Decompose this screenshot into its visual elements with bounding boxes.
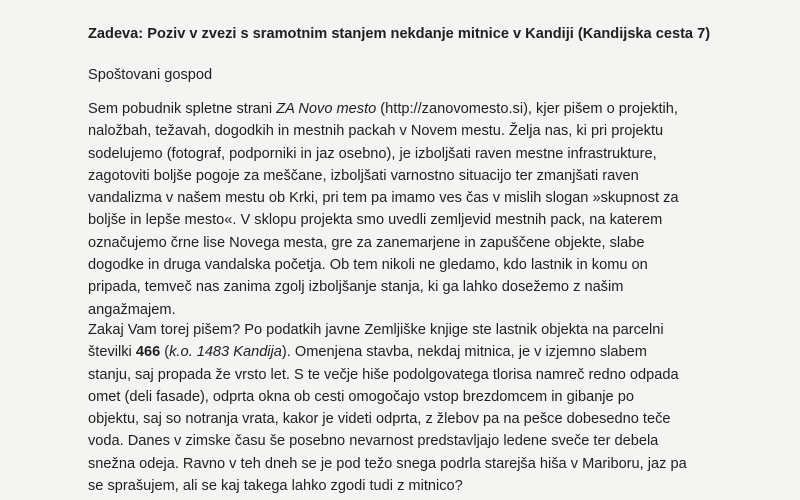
subject-line: Zadeva: Poziv v zvezi s sramotnim stanjem nekdanje mitnice v Kandiji (Kandijska cesta 7) [88, 26, 711, 42]
paragraph-line: Zakaj Vam torej pišem? Po podatkih javne Zemljiške knjige ste lastnik objekta na parcelni [88, 322, 664, 338]
paragraph-line: snežna odeja. Ravno v teh dneh se je pod težo snega podrla starejša hiša v Mariboru, jaz pa [88, 455, 687, 472]
site-name-italic: ZA Novo mesto [276, 101, 377, 117]
paragraph-line: omet (deli fasade), odprta okna ob cesti omogočajo vstop brezdomcem in gibanje po [88, 388, 634, 405]
paragraph-line: naložbah, težavah, dogodkih in mestnih packah v Novem mestu. Želja nas, ki pri projektu [88, 123, 664, 140]
paragraph-line [88, 98, 678, 120]
paragraph-line: voda. Danes v zimske času še posebno nevarnost predstavljajo ledene sveče ter debela [88, 433, 659, 450]
paragraph-line: sodelujemo (fotograf, podporniki in jaz osebno), je izboljšati raven mestne infrastrukture, [88, 145, 657, 162]
text-segment: ). Omenjena stavba, nekdaj mitnica, je v izjemno slabem [281, 344, 647, 361]
paragraph-line: pripada, temveč nas zanima zgolj izboljšanje stanja, ki ga lahko dosežemo z našim [88, 279, 624, 296]
letter-body [88, 24, 728, 495]
paragraph-line: objektu, saj so notranja vrata, kakor je videti odprta, z žlebov pa na pešce dobesedno teče [88, 411, 671, 428]
paragraph-line [88, 341, 687, 363]
cadastral-municipality: k.o. 1483 Kandija [169, 344, 282, 361]
paragraph-line: zagotoviti boljše pogoje za meščane, izboljšati varnostno situacijo ter zmanjšati raven [88, 167, 639, 184]
parcel-number: 466 [135, 344, 161, 361]
paragraph-line: označujemo črne lise Novega mesta, gre za zanemarjene in zapuščene objekte, slabe [88, 234, 645, 251]
text-segment: Sem pobudnik spletne strani [88, 101, 277, 117]
paragraph-line: se sprašujem, ali se kaj takega lahko zgodi tudi z mitnico? [88, 478, 463, 495]
paragraph-reason [88, 319, 687, 497]
paragraph-line: angažmajem. [88, 301, 176, 318]
paragraph-intro [88, 98, 678, 321]
salutation: Spoštovani gospod [88, 67, 213, 83]
text-segment: (http://zanovomesto.si), kjer pišem o projektih, [376, 101, 678, 117]
paragraph-line: boljše in lepše mesto«. V sklopu projekta smo uvedli zemljevid mestnih pack, na katerem [88, 212, 663, 229]
paragraph-line: dogodke in druga vandalska početja. Ob tem nikoli ne gledamo, kdo lastnik in komu on [88, 257, 648, 274]
text-segment: ( [160, 344, 170, 361]
text-segment: številki [88, 344, 136, 361]
paragraph-line: vandalizma v našem mestu ob Krki, pri tem pa imamo ves čas v mislih slogan »skupnost za [88, 190, 679, 207]
paragraph-line: stanju, saj propada že vrsto let. S te večje hiše podolgovatega tlorisa namreč redno odpada [88, 366, 679, 383]
